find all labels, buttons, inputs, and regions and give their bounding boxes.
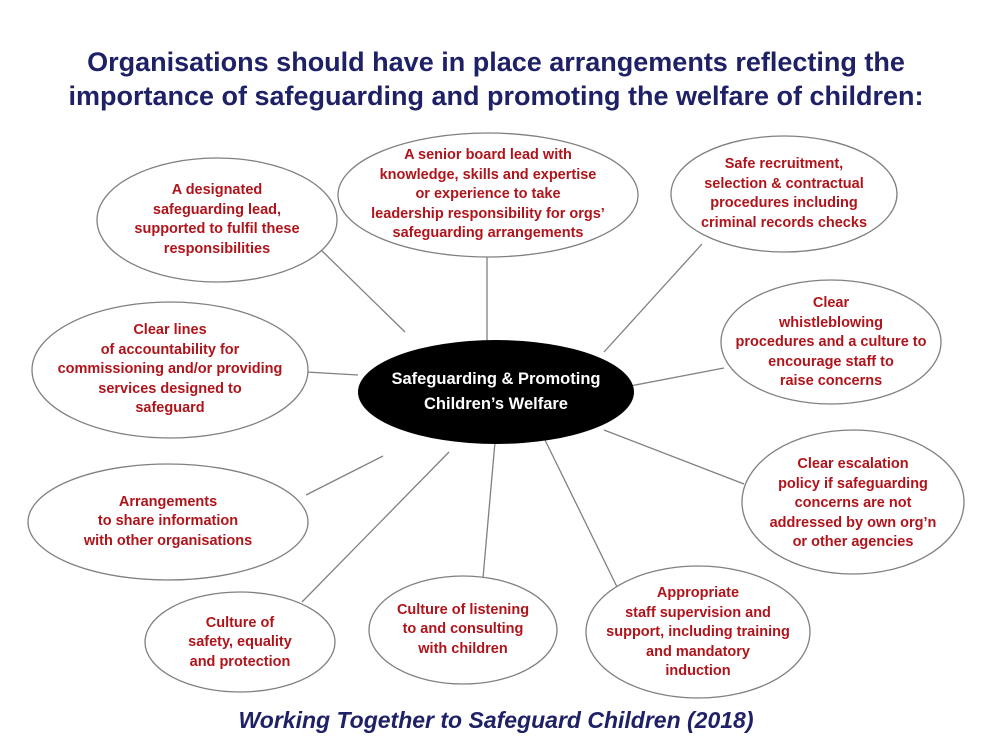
text-line: and protection	[189, 653, 291, 670]
connector-whistleblowing	[630, 368, 724, 386]
text-line: induction	[665, 663, 731, 680]
text-line: Clear escalation	[797, 456, 909, 473]
text-line: services designed to	[98, 380, 242, 397]
connector-share-information	[306, 456, 383, 495]
text-line: of accountability for	[100, 341, 240, 358]
text-line: support, including training	[606, 624, 790, 641]
text-line: Culture of	[205, 614, 275, 631]
center-label-line-2: Children’s Welfare	[424, 395, 568, 413]
text-line: or experience to take	[415, 186, 561, 203]
text-line: with children	[418, 640, 508, 657]
text-line: staff supervision and	[625, 604, 771, 621]
text-line: whistleblowing	[779, 314, 883, 331]
text-line: policy if safeguarding	[778, 475, 928, 492]
text-line: safeguarding lead,	[152, 201, 282, 218]
text-line: concerns are not	[794, 495, 912, 512]
text-line: procedures including	[710, 195, 858, 211]
text-line: Arrangements	[118, 493, 218, 510]
node-whistleblowing-text	[736, 294, 927, 392]
text-line: A designated	[171, 182, 263, 198]
text-line: and mandatory	[646, 643, 750, 660]
node-culture-listening-text	[397, 601, 529, 660]
text-line: safeguarding arrangements	[392, 225, 584, 242]
text-line: to share information	[97, 513, 239, 530]
node-share-information	[36, 482, 300, 562]
node-share-information-text	[84, 493, 252, 552]
node-culture-listening	[374, 592, 552, 668]
text-line: Safe recruitment,	[724, 156, 844, 172]
text-line: Culture of listening	[396, 601, 530, 618]
node-culture-safety	[150, 604, 330, 682]
connector-culture-listening	[483, 442, 495, 578]
node-accountability	[36, 312, 304, 428]
title-line-2: importance of safeguarding and promoting the welfare of children:	[68, 81, 924, 111]
text-line: supported to fulfil these	[134, 221, 300, 237]
text-line: Appropriate	[656, 585, 740, 602]
connector-designated-lead	[318, 247, 405, 332]
text-line: to and consulting	[402, 621, 524, 638]
text-line: Clear	[812, 295, 850, 312]
text-line: A senior board lead with	[404, 147, 572, 164]
text-line: responsibilities	[163, 240, 271, 257]
text-line: safety, equality	[188, 634, 292, 651]
text-line: encourage staff to	[768, 353, 894, 370]
text-line: knowledge, skills and expertise	[379, 166, 597, 183]
connector-accountability	[306, 372, 358, 375]
connector-safe-recruitment	[604, 244, 702, 352]
footer-citation: Working Together to Safeguard Children (2018)	[238, 707, 754, 733]
text-line: Clear lines	[133, 322, 207, 339]
text-line: safeguard	[135, 400, 205, 417]
node-supervision	[588, 580, 808, 686]
center-label	[358, 342, 634, 442]
text-line: or other agencies	[792, 534, 914, 551]
text-line: addressed by own org’n	[769, 514, 937, 531]
title-line-1: Organisations should have in place arrangements reflecting the	[87, 47, 905, 77]
node-whistleblowing	[724, 290, 938, 396]
text-line: selection & contractual	[704, 175, 864, 192]
node-designated-lead	[107, 168, 327, 272]
node-senior-board-text	[371, 146, 605, 244]
node-senior-board	[344, 140, 632, 250]
node-designated-lead-text	[134, 181, 299, 259]
text-line: commissioning and/or providing	[57, 361, 283, 378]
node-culture-safety-text	[188, 614, 292, 673]
connector-supervision	[545, 440, 620, 593]
center-label-line-1: Safeguarding & Promoting	[391, 370, 601, 388]
node-safe-recruitment	[678, 146, 890, 242]
node-accountability-text	[58, 321, 283, 419]
text-line: raise concerns	[779, 373, 883, 390]
text-line: criminal records checks	[700, 214, 868, 231]
node-escalation-text	[770, 455, 937, 553]
node-supervision-text	[606, 584, 790, 682]
text-line: with other organisations	[83, 532, 253, 549]
node-safe-recruitment-text	[701, 155, 867, 233]
text-line: leadership responsibility for orgs’	[371, 205, 605, 222]
text-line: procedures and a culture to	[735, 334, 927, 351]
node-escalation	[746, 448, 960, 560]
